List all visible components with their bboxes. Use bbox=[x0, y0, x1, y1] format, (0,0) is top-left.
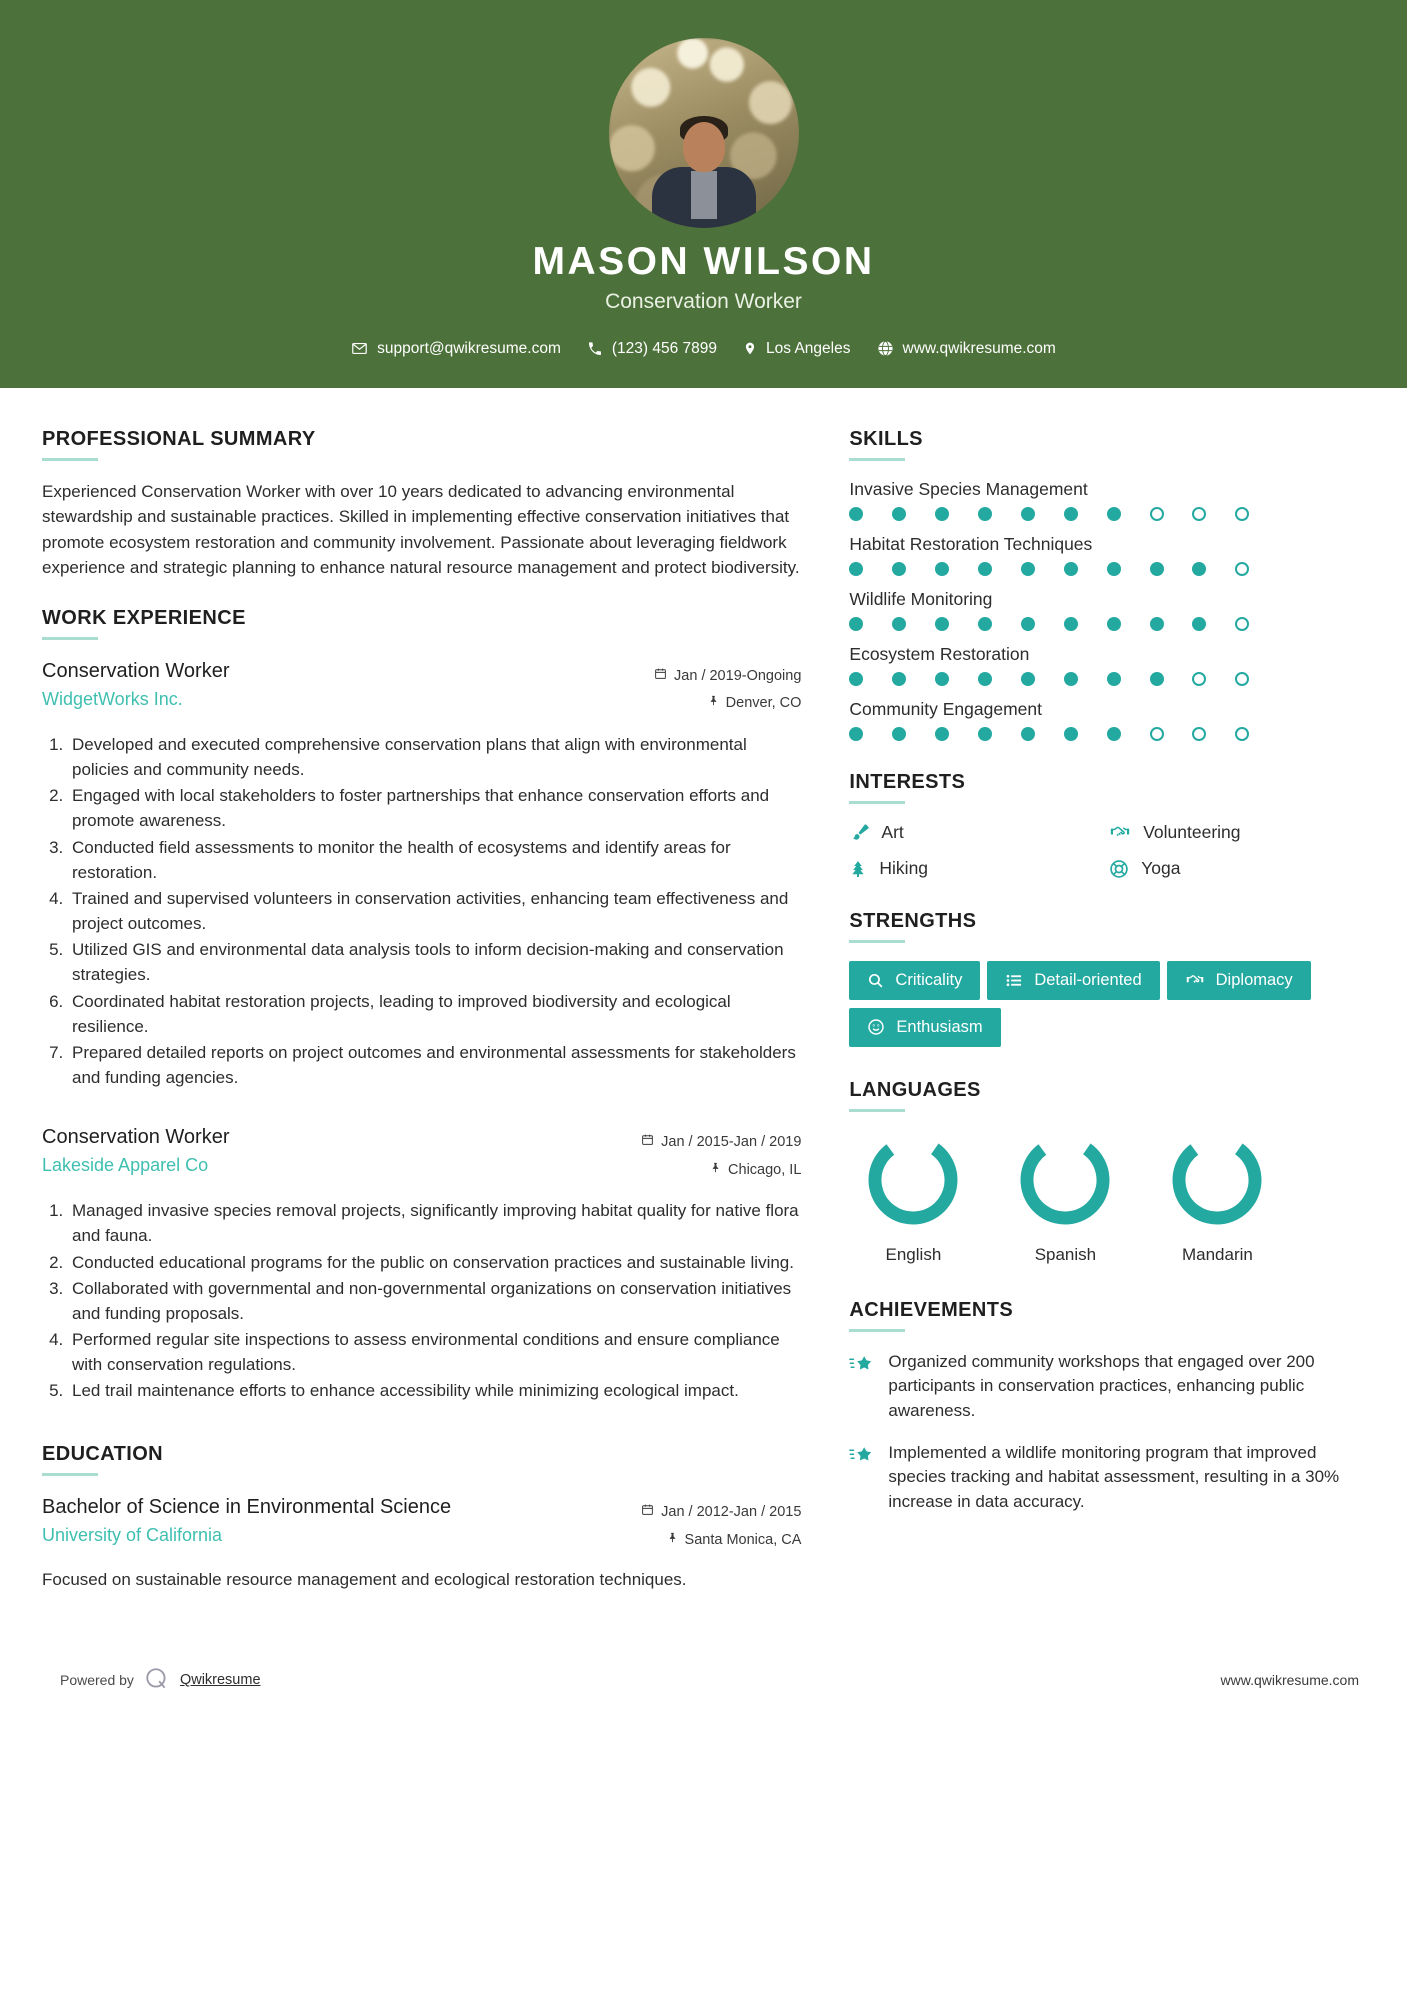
pin-icon bbox=[667, 1527, 678, 1555]
section-title: WORK EXPERIENCE bbox=[42, 606, 246, 629]
section-work-experience bbox=[42, 607, 801, 1404]
job-dates-text: Jan / 2015-Jan / 2019 bbox=[661, 1134, 802, 1151]
skill-dot-filled bbox=[1150, 617, 1164, 631]
skill-dot-empty bbox=[1235, 507, 1249, 521]
job-bullets bbox=[42, 732, 801, 1090]
section-underline bbox=[849, 1109, 905, 1112]
search-icon bbox=[867, 972, 884, 989]
powered-by-block bbox=[60, 1666, 261, 1695]
skill-row bbox=[849, 589, 1359, 631]
skill-dot-filled bbox=[849, 727, 863, 741]
skill-dot-filled bbox=[1192, 562, 1206, 576]
education-dates bbox=[641, 1499, 801, 1527]
job-bullet: 6. Coordinated habitat restoration projects, leading to improved biodiversity and ecological resilience. bbox=[68, 989, 801, 1039]
job-title: Conservation Worker bbox=[42, 659, 230, 682]
skill-dot-filled bbox=[978, 617, 992, 631]
skill-dot-filled bbox=[849, 507, 863, 521]
contact-bar bbox=[0, 340, 1407, 358]
skill-dot-filled bbox=[892, 617, 906, 631]
section-professional-summary bbox=[42, 428, 801, 581]
interest-label: Hiking bbox=[879, 858, 929, 879]
skill-dot-filled bbox=[935, 562, 949, 576]
calendar-icon bbox=[654, 663, 667, 691]
section-underline bbox=[42, 458, 98, 461]
languages-list bbox=[849, 1130, 1359, 1265]
resume-body bbox=[0, 388, 1407, 1618]
interest-item bbox=[849, 858, 1099, 880]
section-title: LANGUAGES bbox=[849, 1078, 981, 1101]
section-achievements bbox=[849, 1299, 1359, 1515]
section-interests bbox=[849, 771, 1359, 880]
job-location bbox=[641, 1157, 801, 1185]
skill-dot-empty bbox=[1192, 507, 1206, 521]
skill-dot-filled bbox=[978, 507, 992, 521]
interests-grid bbox=[849, 822, 1359, 880]
skill-dot-filled bbox=[935, 672, 949, 686]
skill-dot-filled bbox=[1021, 617, 1035, 631]
skill-rating-dots bbox=[849, 507, 1249, 521]
skill-dot-empty bbox=[1235, 727, 1249, 741]
interest-label: Volunteering bbox=[1143, 821, 1241, 842]
skill-dot-filled bbox=[978, 727, 992, 741]
phone-icon bbox=[587, 341, 603, 357]
language-item bbox=[1153, 1130, 1281, 1265]
skill-dot-filled bbox=[892, 672, 906, 686]
skill-dot-empty bbox=[1235, 562, 1249, 576]
job-bullet: 5. Utilized GIS and environmental data analysis tools to inform decision-making and conservation strategies. bbox=[68, 937, 801, 987]
left-column bbox=[42, 428, 801, 1618]
skill-dot-filled bbox=[1064, 617, 1078, 631]
skill-dot-filled bbox=[935, 727, 949, 741]
resume-header bbox=[0, 0, 1407, 388]
strength-label: Detail-oriented bbox=[1034, 970, 1142, 989]
skill-dot-filled bbox=[892, 507, 906, 521]
language-label: Spanish bbox=[1034, 1244, 1097, 1264]
skill-dot-filled bbox=[978, 672, 992, 686]
job-bullet: 3. Conducted field assessments to monitor the health of ecosystems and identify areas for restoration. bbox=[68, 835, 801, 885]
section-title: STRENGTHS bbox=[849, 909, 977, 932]
skill-dot-filled bbox=[1064, 672, 1078, 686]
skill-dot-filled bbox=[1192, 617, 1206, 631]
skill-dot-filled bbox=[849, 562, 863, 576]
skill-dot-filled bbox=[1150, 562, 1164, 576]
skill-dot-filled bbox=[935, 617, 949, 631]
skill-dot-filled bbox=[1064, 507, 1078, 521]
contact-email-text: support@qwikresume.com bbox=[377, 339, 561, 357]
skill-dot-filled bbox=[1021, 507, 1035, 521]
section-underline bbox=[849, 1329, 905, 1332]
interest-item bbox=[1109, 822, 1359, 843]
skill-dot-filled bbox=[935, 507, 949, 521]
education-location-text: Santa Monica, CA bbox=[684, 1532, 802, 1549]
calendar-icon bbox=[641, 1499, 654, 1527]
achievement-text: Organized community workshops that engaged over 200 participants in conservation practices, enhancing public awareness. bbox=[888, 1351, 1315, 1421]
skill-dot-filled bbox=[978, 562, 992, 576]
skill-dot-empty bbox=[1150, 507, 1164, 521]
skill-dot-filled bbox=[1150, 672, 1164, 686]
skill-dot-filled bbox=[1021, 672, 1035, 686]
job-bullets bbox=[42, 1198, 801, 1403]
job-bullet: 4. Trained and supervised volunteers in conservation activities, enhancing team effectiveness and project outcomes. bbox=[68, 886, 801, 936]
job-role-subtitle: Conservation Worker bbox=[605, 289, 802, 313]
page-title: MASON WILSON bbox=[532, 240, 875, 283]
right-column bbox=[849, 428, 1359, 1618]
language-progress-ring bbox=[863, 1130, 963, 1230]
job-title: Conservation Worker bbox=[42, 1126, 230, 1149]
job-location-text: Denver, CO bbox=[725, 695, 802, 712]
skill-name: Habitat Restoration Techniques bbox=[849, 533, 1093, 554]
skill-dot-filled bbox=[1021, 562, 1035, 576]
skill-row bbox=[849, 644, 1359, 686]
achievement-item bbox=[849, 1350, 1359, 1424]
page-footer bbox=[0, 1636, 1407, 1721]
skill-row bbox=[849, 699, 1359, 741]
skill-dot-filled bbox=[1021, 727, 1035, 741]
skill-dot-filled bbox=[1107, 507, 1121, 521]
job-bullet: 4. Performed regular site inspections to assess environmental conditions and ensure compliance with conservation regulations. bbox=[68, 1327, 801, 1377]
section-strengths bbox=[849, 910, 1359, 1047]
tree-icon bbox=[849, 858, 867, 880]
section-underline bbox=[849, 801, 905, 804]
skill-rating-dots bbox=[849, 562, 1249, 576]
skill-dot-filled bbox=[849, 617, 863, 631]
strength-label: Diplomacy bbox=[1215, 970, 1293, 989]
skill-row bbox=[849, 534, 1359, 576]
section-title: SKILLS bbox=[849, 427, 923, 450]
map-pin-icon bbox=[743, 340, 757, 357]
job-location-text: Chicago, IL bbox=[728, 1161, 802, 1178]
skill-dot-empty bbox=[1192, 727, 1206, 741]
contact-location[interactable] bbox=[743, 340, 850, 358]
education-description: Focused on sustainable resource management and ecological restoration techniques. bbox=[42, 1569, 687, 1589]
summary-text: Experienced Conservation Worker with over 10 years dedicated to advancing environmental stewardship and sustainable practices. Skilled in implementing effective conservation initiatives that promote ecosystem restoration and community involvement. Passionate about leveraging fieldwork experience and strategic planning to enhance natural resource management and protect biodiversity. bbox=[42, 481, 800, 578]
section-skills bbox=[849, 428, 1359, 741]
pin-icon bbox=[710, 1157, 721, 1185]
skill-dot-empty bbox=[1150, 727, 1164, 741]
job-bullet: 2. Conducted educational programs for the public on conservation practices and sustainable living. bbox=[68, 1250, 801, 1275]
contact-email[interactable] bbox=[351, 340, 561, 358]
contact-location-text: Los Angeles bbox=[766, 339, 851, 357]
section-title: INTERESTS bbox=[849, 770, 966, 793]
globe-icon bbox=[877, 340, 894, 357]
job-dates bbox=[654, 663, 801, 691]
language-item bbox=[849, 1130, 977, 1265]
skill-name: Ecosystem Restoration bbox=[849, 643, 1030, 664]
job-bullet: 2. Engaged with local stakeholders to foster partnerships that enhance conservation efforts and promote awareness. bbox=[68, 783, 801, 833]
skill-dot-filled bbox=[892, 562, 906, 576]
job-bullet: 1. Developed and executed comprehensive conservation plans that align with environmental policies and community needs. bbox=[68, 732, 801, 782]
footer-url[interactable]: www.qwikresume.com bbox=[1220, 1672, 1359, 1689]
language-label: Mandarin bbox=[1181, 1244, 1253, 1264]
job-bullet: 7. Prepared detailed reports on project outcomes and environmental assessments for stakeholders and funding agencies. bbox=[68, 1040, 801, 1090]
strength-badge-diplomacy bbox=[1167, 961, 1311, 1000]
strength-badge-enthusiasm bbox=[849, 1008, 1000, 1047]
section-underline bbox=[849, 940, 905, 943]
contact-phone-text: (123) 456 7899 bbox=[611, 339, 718, 357]
lifebuoy-icon bbox=[1109, 859, 1129, 879]
degree-title: Bachelor of Science in Environmental Science bbox=[42, 1496, 452, 1519]
skill-dot-empty bbox=[1235, 672, 1249, 686]
achievement-text: Implemented a wildlife monitoring program that improved species tracking and habitat assessment, resulting in a 30% increase in data accuracy. bbox=[888, 1442, 1340, 1512]
star-icon bbox=[849, 1350, 874, 1381]
language-label: English bbox=[885, 1244, 942, 1264]
skill-dot-filled bbox=[1107, 562, 1121, 576]
skill-dot-filled bbox=[849, 672, 863, 686]
job-bullet: 5. Led trail maintenance efforts to enhance accessibility while minimizing ecological impact. bbox=[68, 1378, 801, 1403]
language-item bbox=[1001, 1130, 1129, 1265]
skill-name: Invasive Species Management bbox=[849, 478, 1088, 499]
achievement-item bbox=[849, 1441, 1359, 1515]
language-progress-ring bbox=[1167, 1130, 1267, 1230]
handshake-icon bbox=[1109, 822, 1131, 842]
section-languages bbox=[849, 1079, 1359, 1265]
strength-badge-criticality bbox=[849, 961, 980, 1000]
skill-name: Community Engagement bbox=[849, 698, 1043, 719]
pin-icon bbox=[708, 690, 719, 718]
strength-label: Enthusiasm bbox=[896, 1017, 983, 1036]
job-bullet: 1. Managed invasive species removal projects, significantly improving habitat quality for native flora and fauna. bbox=[68, 1198, 801, 1248]
job-location bbox=[654, 690, 801, 718]
strength-badge-detail-oriented bbox=[987, 961, 1159, 1000]
contact-website[interactable] bbox=[877, 340, 1056, 358]
paintbrush-icon bbox=[849, 822, 869, 842]
qwikresume-logo-icon bbox=[144, 1666, 170, 1695]
skill-dot-filled bbox=[1064, 727, 1078, 741]
interest-label: Yoga bbox=[1141, 858, 1181, 879]
job-organization: Lakeside Apparel Co bbox=[42, 1155, 209, 1176]
interest-item bbox=[1109, 858, 1359, 880]
job-bullet: 3. Collaborated with governmental and non-governmental organizations on conservation initiatives and funding proposals. bbox=[68, 1276, 801, 1326]
strengths-list bbox=[849, 961, 1359, 1047]
interest-item bbox=[849, 822, 1099, 843]
skill-dot-empty bbox=[1235, 617, 1249, 631]
education-entry bbox=[42, 1494, 801, 1591]
section-education bbox=[42, 1443, 801, 1591]
education-location bbox=[641, 1527, 801, 1555]
experience-entry bbox=[42, 1124, 801, 1403]
skills-list bbox=[849, 479, 1359, 741]
skill-name: Wildlife Monitoring bbox=[849, 588, 993, 609]
job-dates bbox=[641, 1129, 801, 1157]
section-title: ACHIEVEMENTS bbox=[849, 1298, 1014, 1321]
interest-label: Art bbox=[881, 821, 904, 842]
section-underline bbox=[42, 1473, 98, 1476]
list-icon bbox=[1005, 972, 1023, 989]
calendar-icon bbox=[641, 1129, 654, 1157]
avatar bbox=[609, 38, 799, 228]
star-icon bbox=[849, 1441, 874, 1472]
section-title: EDUCATION bbox=[42, 1443, 164, 1466]
contact-phone[interactable] bbox=[587, 340, 717, 358]
experience-entry bbox=[42, 658, 801, 1090]
handshake-icon bbox=[1185, 971, 1205, 989]
skill-dot-filled bbox=[1064, 562, 1078, 576]
strength-label: Criticality bbox=[895, 970, 963, 989]
smiley-icon bbox=[867, 1018, 885, 1036]
skill-rating-dots bbox=[849, 672, 1249, 686]
language-progress-ring bbox=[1015, 1130, 1115, 1230]
powered-by-label: Powered by bbox=[60, 1672, 134, 1689]
skill-rating-dots bbox=[849, 727, 1249, 741]
school-name: University of California bbox=[42, 1525, 223, 1546]
job-organization: WidgetWorks Inc. bbox=[42, 688, 183, 709]
section-underline bbox=[42, 637, 98, 640]
section-title: PROFESSIONAL SUMMARY bbox=[42, 427, 316, 450]
envelope-icon bbox=[351, 340, 368, 357]
skill-rating-dots bbox=[849, 617, 1249, 631]
skill-dot-filled bbox=[1107, 617, 1121, 631]
section-underline bbox=[849, 458, 905, 461]
job-dates-text: Jan / 2019-Ongoing bbox=[674, 667, 802, 684]
contact-website-text: www.qwikresume.com bbox=[902, 339, 1056, 357]
education-dates-text: Jan / 2012-Jan / 2015 bbox=[661, 1504, 802, 1521]
skill-dot-filled bbox=[1107, 727, 1121, 741]
skill-row bbox=[849, 479, 1359, 521]
skill-dot-empty bbox=[1192, 672, 1206, 686]
skill-dot-filled bbox=[1107, 672, 1121, 686]
avatar-person bbox=[609, 38, 799, 228]
skill-dot-filled bbox=[892, 727, 906, 741]
brand-link[interactable]: Qwikresume bbox=[179, 1672, 261, 1689]
